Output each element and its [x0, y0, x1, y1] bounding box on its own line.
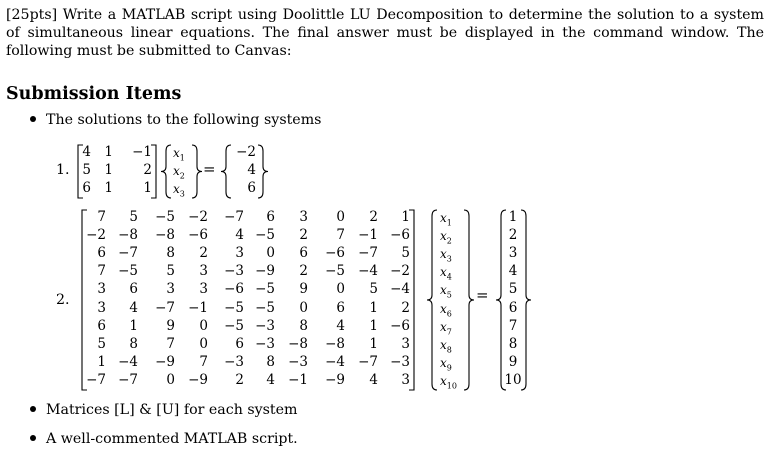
matrix2-cell: −6 [188, 227, 208, 244]
matrix2-cell: 7 [166, 335, 175, 352]
brace-right [192, 145, 202, 198]
rhs2-cell: 8 [508, 335, 518, 352]
rhs1-cell: 4 [247, 162, 256, 178]
matrix2-cell: −6 [390, 317, 410, 334]
matrix2-cell: −1 [188, 299, 208, 316]
matrix2-cell: −2 [390, 263, 410, 280]
matrix2-cell: 4 [129, 299, 138, 316]
matrix2-cell: −7 [86, 371, 106, 388]
equals-sign: = [203, 160, 216, 178]
rhs2-cell: 4 [508, 263, 518, 280]
matrix2-cell: −1 [288, 371, 308, 388]
matrix2-cell: −9 [155, 353, 175, 370]
matrix2-cell: 8 [166, 245, 175, 262]
matrix2-cell: −3 [255, 317, 275, 334]
matrix1-cell: 2 [143, 162, 152, 178]
matrix2-cell: −7 [358, 353, 378, 370]
matrix2-cell: −8 [325, 335, 345, 352]
x2-var: $x_3$ [440, 247, 452, 264]
matrix2-cell: 6 [97, 245, 106, 262]
matrix2-cell: 3 [97, 281, 106, 298]
matrix2-cell: −8 [288, 335, 308, 352]
matrix2-cell: −6 [325, 245, 345, 262]
matrix2-cell: 9 [166, 317, 175, 334]
matrix2-cell: −2 [86, 227, 106, 244]
matrix2-cell: −7 [118, 245, 138, 262]
matrix2-cell: −8 [118, 227, 138, 244]
bracket-left [78, 145, 83, 198]
matrix2-cell: 4 [235, 227, 244, 244]
matrix2-cell: 4 [266, 371, 275, 388]
matrix2-cell: −3 [288, 353, 308, 370]
matrix2-cell: −3 [255, 335, 275, 352]
x2-var: $x_4$ [440, 265, 452, 282]
matrix2-cell: 3 [97, 299, 106, 316]
x1-var: $x_3$ [173, 182, 185, 199]
matrix1-cell: 4 [82, 144, 91, 160]
matrix1-cell: 1 [104, 144, 113, 160]
bullet-text: A well-commented MATLAB script. [46, 431, 298, 447]
bullet-matrices [30, 402, 297, 418]
matrix2-cell: −9 [325, 371, 345, 388]
matrix2-cell: 3 [166, 281, 175, 298]
matrix1-cell: 1 [104, 180, 113, 196]
rhs1-cell: −2 [236, 144, 256, 160]
matrix2-cell: −8 [155, 227, 175, 244]
x2-var: $x_6$ [440, 301, 452, 318]
matrix2-cell: 8 [266, 353, 275, 370]
matrix2-cell: 3 [401, 371, 410, 388]
matrix2-cell: −5 [325, 263, 345, 280]
matrix2-cell: −9 [255, 263, 275, 280]
matrix2-cell: −7 [155, 299, 175, 316]
matrix2-cell: 6 [97, 317, 106, 334]
bullet-icon [30, 435, 36, 441]
matrix2-cell: 0 [266, 245, 275, 262]
matrix2-cell: −2 [188, 209, 208, 225]
matrix2-cell: −1 [358, 227, 378, 244]
matrix2-cell: 5 [129, 209, 138, 225]
brace-right [464, 210, 474, 390]
x2-var: $x_5$ [440, 283, 452, 300]
bullet-icon [30, 406, 36, 412]
x2-var: $x_7$ [440, 319, 452, 336]
matrix2-cell: −6 [390, 227, 410, 244]
matrix2-cell: 2 [401, 299, 410, 316]
matrix2-cell: 5 [401, 245, 410, 262]
matrix2-cell: 2 [299, 227, 308, 244]
rhs2-cell: 2 [508, 227, 518, 244]
brace-left [496, 210, 506, 390]
brace-left [221, 145, 231, 198]
bracket-right [409, 210, 414, 390]
matrix2-cell: 3 [299, 209, 308, 225]
matrix2-cell: 7 [336, 227, 345, 244]
bracket-right [151, 145, 156, 198]
brace-right [258, 145, 268, 198]
matrix2-cell: 2 [235, 371, 244, 388]
matrix2-cell: 6 [266, 209, 275, 225]
matrix2-cell: −5 [118, 263, 138, 280]
x2-var: $x_{10}$ [440, 373, 457, 391]
matrix2-cell: 1 [369, 299, 378, 316]
matrix2-cell: 5 [369, 281, 378, 298]
brace-left [161, 145, 171, 198]
matrix2-cell: 7 [97, 209, 106, 225]
rhs2-cell: 6 [508, 299, 518, 316]
matrix2-cell: 3 [199, 281, 208, 298]
brace-right [521, 210, 531, 390]
system2-number: 2. [56, 292, 70, 308]
rhs2-cell: 3 [508, 245, 518, 262]
rhs2-cell: 9 [508, 353, 518, 370]
matrix2-cell: 1 [97, 353, 106, 370]
matrix2-cell: 1 [401, 209, 410, 225]
matrix2-cell: −9 [188, 371, 208, 388]
matrix2-cell: 4 [336, 317, 345, 334]
x2-var: $x_2$ [440, 229, 452, 246]
rhs2-cell: 1 [508, 209, 518, 225]
x1-var: $x_1$ [173, 146, 185, 163]
system1-number: 1. [56, 162, 70, 178]
matrix2-cell: −5 [224, 299, 244, 316]
matrix2-cell: 3 [401, 335, 410, 352]
matrix2-cell: −5 [224, 317, 244, 334]
matrix1-cell: 1 [143, 180, 152, 196]
x2-var: $x_8$ [440, 337, 452, 355]
matrix2-cell: 6 [336, 299, 345, 316]
matrix2-cell: −3 [390, 353, 410, 370]
x2-var: $x_9$ [440, 355, 452, 373]
matrix2-cell: 0 [199, 317, 208, 334]
matrix2-cell: 6 [299, 245, 308, 262]
matrix2-cell: 5 [97, 335, 106, 352]
matrix2-cell: 4 [369, 371, 378, 388]
matrix2-cell: 2 [369, 209, 378, 225]
matrix2-cell: 8 [129, 335, 138, 352]
bracket-left [82, 210, 87, 390]
bullet-text: The solutions to the following systems [46, 112, 322, 128]
matrix2-cell: 1 [129, 317, 138, 334]
x2-var: $x_1$ [440, 211, 452, 228]
matrix2-cell: 1 [369, 335, 378, 352]
assignment-intro: [25pts] Write a MATLAB script using Doolittle LU Decomposition to determine the solution to a system of simultaneous linear equations. The final answer must be displayed in the command window. The following must be submitted to Canvas: [6, 7, 764, 59]
matrix2-cell: 0 [299, 299, 308, 316]
matrix2-cell: 7 [199, 353, 208, 370]
rhs2-cell: 7 [508, 317, 518, 334]
matrix2-cell: 2 [299, 263, 308, 280]
matrix2-cell: 6 [129, 281, 138, 298]
matrix2-cell: −5 [255, 299, 275, 316]
x1-var: $x_2$ [173, 164, 185, 181]
bullet-script [30, 431, 298, 447]
matrix2-cell: −7 [358, 245, 378, 262]
matrix2-cell: 3 [199, 263, 208, 280]
equals-sign: = [476, 286, 489, 304]
matrix2-cell: 3 [235, 245, 244, 262]
matrix2-cell: 1 [369, 317, 378, 334]
matrix1-cell: 6 [82, 180, 91, 196]
matrix2-cell: 0 [336, 281, 345, 298]
matrix1-cell: −1 [132, 144, 152, 160]
matrix2-cell: 9 [299, 281, 308, 298]
matrix2-cell: −5 [155, 209, 175, 225]
matrix2-cell: −4 [390, 281, 410, 298]
bullet-text: Matrices [L] & [U] for each system [46, 402, 298, 418]
matrix2-cell: 0 [336, 209, 345, 225]
matrix1-cell: 1 [104, 162, 113, 178]
section-heading: Submission Items [6, 84, 182, 104]
matrix2-cell: −5 [255, 281, 275, 298]
matrix1-cell: 5 [82, 162, 91, 178]
matrix2-cell: −7 [224, 209, 244, 225]
matrix2-cell: 0 [166, 371, 175, 388]
rhs2-cell: 5 [508, 281, 518, 298]
matrix2-cell: −6 [224, 281, 244, 298]
matrix2-cell: −7 [118, 371, 138, 388]
matrix2-cell: 0 [199, 335, 208, 352]
matrix2-cell: −3 [224, 263, 244, 280]
matrix2-cell: 6 [235, 335, 244, 352]
matrix2-cell: −4 [118, 353, 138, 370]
matrix2-cell: −4 [325, 353, 345, 370]
matrix2-cell: −3 [224, 353, 244, 370]
matrix2-cell: 2 [199, 245, 208, 262]
brace-left [427, 210, 437, 390]
matrix2-cell: −4 [358, 263, 378, 280]
matrix2-cell: 7 [97, 263, 106, 280]
matrix2-cell: −5 [255, 227, 275, 244]
matrix2-cell: 5 [166, 263, 175, 280]
rhs2-cell: 10 [504, 371, 522, 388]
matrix2-cell: 8 [299, 317, 308, 334]
rhs1-cell: 6 [247, 180, 256, 196]
